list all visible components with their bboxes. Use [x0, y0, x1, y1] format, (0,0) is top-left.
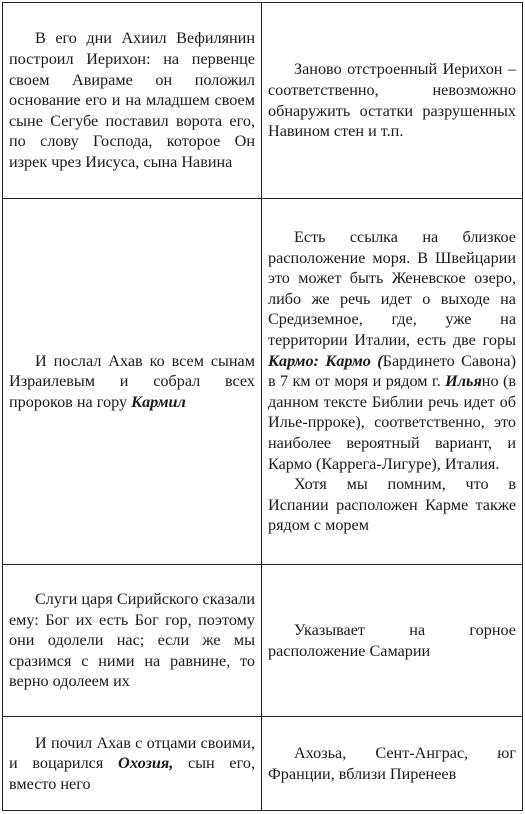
bible-text-part: И почил Ахав с отцами своими, и воцарился — [9, 733, 255, 773]
commentary-text: Ахозьа, Сент-Анграс, юг Франции, вблизи Пиренеев — [268, 743, 516, 783]
commentary-cell — [262, 717, 523, 811]
bible-text-cell — [3, 3, 262, 199]
emphasized-name: Охозия, — [118, 754, 174, 773]
bible-text: В его дни Ахиил Вефилянин построил Иерихон: на первенце своем Авираме он положил основание его и на младшем своем сыне Сегубе поставил ворота его, по слову Господа, которое Он изрек чрез Иисуса, сына Навина — [9, 29, 255, 171]
table-row — [3, 199, 523, 565]
bible-text-cell — [3, 565, 262, 717]
bible-text-cell — [3, 199, 262, 565]
table-row — [3, 717, 523, 811]
commentary-text: Заново отстроенный Иерихон – соответственно, невозможно обнаружить остатки разрушенных Навином стен и т.п. — [268, 60, 516, 141]
commentary-text: Указывает на горное расположение Самарии — [268, 620, 516, 660]
table-row — [3, 3, 523, 199]
commentary-text — [268, 227, 516, 474]
emphasized-name: Илья — [445, 372, 482, 391]
commentary-part: Есть ссылка на близкое расположение моря. В Швейцарии это может быть Женевское озеро, либо же речь идет о выходе на Средиземное, где, уже на территории Италии, есть две горы — [268, 228, 516, 350]
emphasized-place-name: Кармил — [131, 392, 186, 411]
commentary-cell — [262, 199, 523, 565]
emphasized-place-name: Кармо: Кармо ( — [268, 351, 383, 370]
bible-text — [9, 733, 255, 795]
bible-text-part: сын его, вместо него — [9, 754, 255, 793]
commentary-cell — [262, 3, 523, 199]
commentary-part: но (в данном тексте Библии речь идет об Илье-прроке), соответственно, это наиболее вероятный вариант, и Кармо (Каррега-Лигуре), Италия. — [268, 372, 516, 473]
commentary-text: Хотя мы помним, что в Испании расположен Карме также рядом с морем — [268, 475, 516, 535]
bible-text — [9, 351, 255, 413]
bible-text-cell — [3, 717, 262, 811]
comparison-table — [2, 2, 523, 811]
bible-text: Слуги царя Сирийского сказали ему: Бог их есть Бог гор, поэтому они одолели нас; если же мы сразимся с ними на равнине, то верно одолеем их — [9, 590, 255, 691]
bible-text-part: И послал Ахав ко всем сынам Израилевым и собрал всех пророков на гору — [9, 351, 255, 411]
commentary-part: Бардинето Савона) в 7 км от моря и рядом г. — [268, 351, 516, 391]
commentary-cell — [262, 565, 523, 717]
table-row — [3, 565, 523, 717]
